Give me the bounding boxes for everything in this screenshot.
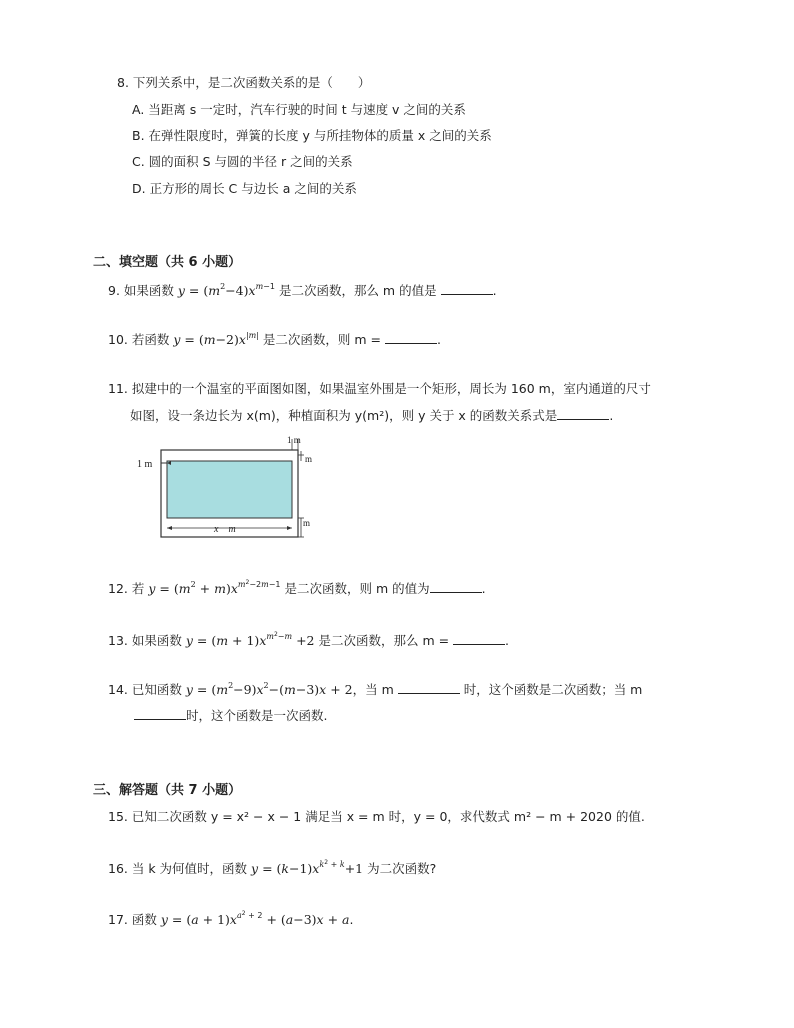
section-answer-title: 三、解答题（共 7 小题） xyxy=(93,783,242,798)
planting-area-rect xyxy=(167,461,292,518)
question-10: 10. 若函数 $y = (m-2)x^{|m|}$ 是二次函数，则 m = . xyxy=(108,331,441,347)
top-width-label: 1 m xyxy=(287,435,301,445)
answer-blank[interactable] xyxy=(557,407,609,420)
q8-stem: 8. 下列关系中，是二次函数关系的是（ ） xyxy=(117,75,371,90)
answer-blank[interactable] xyxy=(385,331,437,344)
answer-blank[interactable] xyxy=(441,282,493,295)
q8-option-b: B. 在弹性限度时，弹簧的长度 y 与所挂物体的质量 x 之间的关系 xyxy=(132,128,492,143)
answer-blank[interactable] xyxy=(430,580,482,593)
answer-blank[interactable] xyxy=(398,681,460,694)
right-top-label: m xyxy=(305,454,313,464)
q11-line1: 11. 拟建中的一个温室的平面图如图，如果温室外围是一个矩形，周长为 160 m，室内通道的尺寸 xyxy=(108,381,651,396)
q8-option-d: D. 正方形的周长 C 与边长 a 之间的关系 xyxy=(132,181,357,196)
question-14-line1: 14. 已知函数 $y = (m^2-9)x^2-(m-3)x + 2$，当 m 时，这个函数是二次函数；当 m xyxy=(108,681,643,697)
question-16: 16. 当 k 为何值时，函数 $y = (k-1)x^{k^2 + k}+1$ 为二次函数? xyxy=(108,859,437,876)
q8-option-c: C. 圆的面积 S 与圆的半径 r 之间的关系 xyxy=(132,154,353,169)
question-15: 15. 已知二次函数 y = x² − x − 1 满足当 x = m 时，y = 0，求代数式 m² − m + 2020 的值. xyxy=(108,809,645,824)
answer-blank[interactable] xyxy=(134,707,186,720)
question-17: 17. 函数 $y = (a + 1)x^{a^2 + 2} + (a-3)x + a$. xyxy=(108,910,354,927)
greenhouse-figure xyxy=(132,432,332,544)
left-width-label: 1 m xyxy=(137,459,153,470)
question-9: 9. 如果函数 $y = (m^2-4)x^{m-1}$ 是二次函数，那么 m 的值是 . xyxy=(108,282,497,298)
right-bottom-label: m xyxy=(303,518,311,528)
question-12: 12. 若 $y = (m^2 + m)x^{m^2-2m-1}$ 是二次函数，则 m 的值为 . xyxy=(108,579,486,596)
question-14-line2: 时，这个函数是一次函数. xyxy=(134,707,327,725)
answer-blank[interactable] xyxy=(453,632,505,645)
question-13: 13. 如果函数 $y = (m + 1)x^{m^2-m} +2$ 是二次函数，那么 m = . xyxy=(108,631,510,648)
q11-line2: 如图，设一条边长为 x(m)，种植面积为 y(m²)，则 y 关于 x 的函数关系式是 . xyxy=(130,408,614,423)
section-fill-in-title: 二、填空题（共 6 小题） xyxy=(93,255,242,270)
q8-option-a: A. 当距离 s 一定时，汽车行驶的时间 t 与速度 v 之间的关系 xyxy=(132,102,466,117)
bottom-length-label: x m xyxy=(214,524,236,535)
